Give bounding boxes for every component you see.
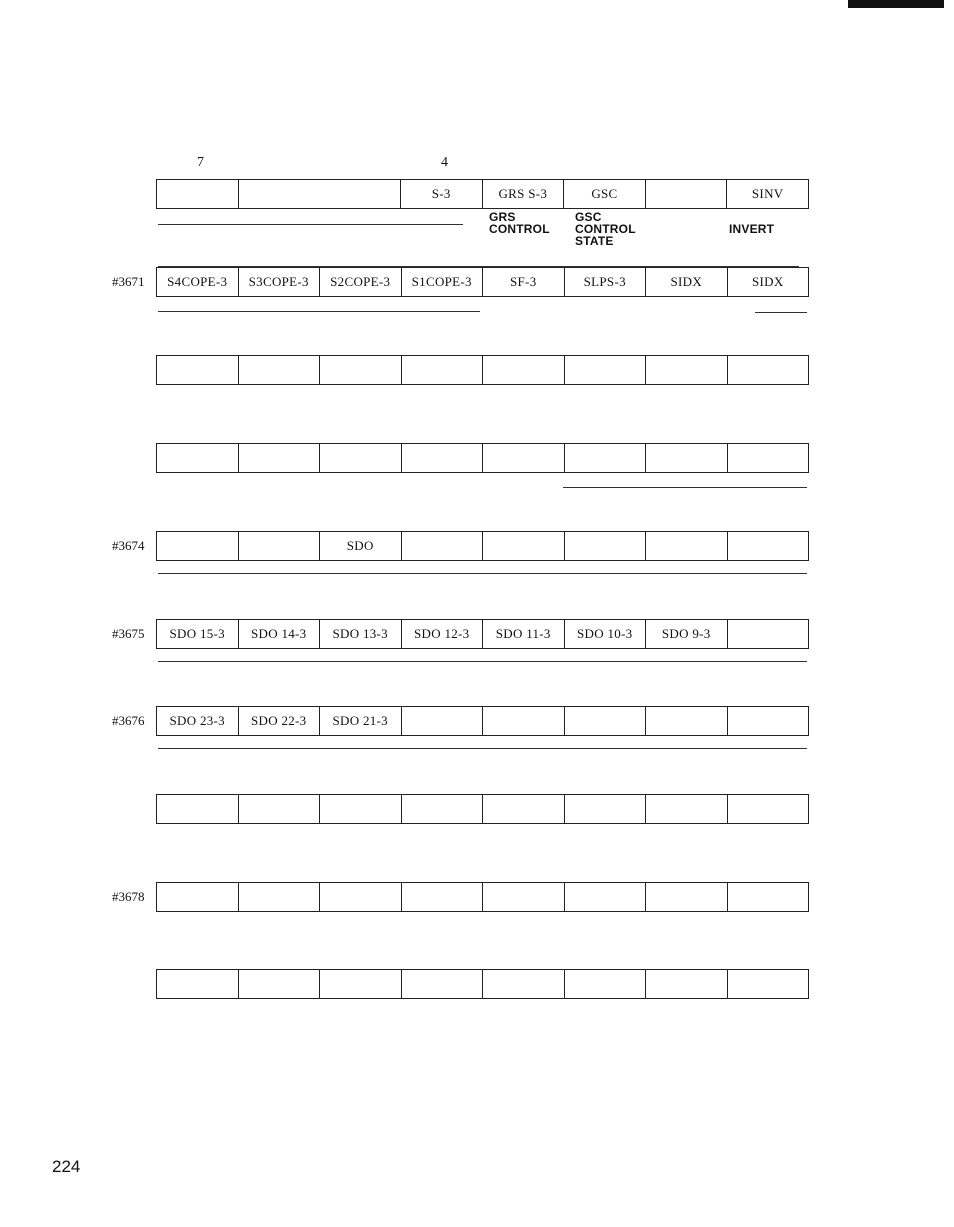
bit-cell	[320, 356, 402, 384]
bit-cell	[239, 356, 321, 384]
bit-cell	[402, 356, 484, 384]
bit-cell: GSC	[564, 180, 646, 208]
bit-cell: SLPS-3	[565, 268, 647, 296]
bit-cell	[157, 532, 239, 560]
bit-cell	[483, 444, 565, 472]
bit-cell	[565, 883, 647, 911]
bit-cell	[728, 532, 809, 560]
bit-cell: SDO 11-3	[483, 620, 565, 648]
bit-cell	[565, 356, 647, 384]
bit-cell	[646, 180, 728, 208]
bit-cell: SDO 10-3	[565, 620, 647, 648]
bit-cell: SDO 22-3	[239, 707, 321, 735]
underline-rule	[563, 487, 807, 488]
register-row-3678	[156, 882, 809, 912]
bit-cell: SIDX	[646, 268, 728, 296]
register-row-3676	[156, 706, 809, 736]
caption-gsc-control: CONTROL	[575, 222, 636, 236]
bit-cell: S3COPE-3	[239, 268, 321, 296]
underline-rule	[158, 748, 807, 749]
bit-cell	[728, 795, 809, 823]
bit-cell	[646, 532, 728, 560]
bit-cell: SDO 14-3	[239, 620, 321, 648]
bit-cell	[239, 532, 321, 560]
underline-rule	[158, 573, 807, 574]
bit-cell: SDO 13-3	[320, 620, 402, 648]
bit-number-7: 7	[197, 155, 204, 170]
bit-cell	[565, 795, 647, 823]
register-row-9	[156, 969, 809, 999]
bit-cell: GRS S-3	[483, 180, 565, 208]
caption-gsc-state: STATE	[575, 234, 614, 248]
bit-cell	[402, 795, 484, 823]
bit-cell	[483, 356, 565, 384]
bit-cell	[483, 532, 565, 560]
bit-cell	[320, 883, 402, 911]
bit-cell: SDO 15-3	[157, 620, 239, 648]
bit-cell: S2COPE-3	[320, 268, 402, 296]
bit-cell: SDO 12-3	[402, 620, 484, 648]
bit-cell: SDO	[320, 532, 402, 560]
corner-printer-mark	[848, 0, 944, 8]
bit-cell	[565, 444, 647, 472]
register-row-3671	[156, 267, 809, 297]
bit-cell	[157, 444, 239, 472]
bit-cell: S4COPE-3	[157, 268, 239, 296]
bit-cell	[239, 180, 401, 208]
bit-cell	[483, 707, 565, 735]
bit-cell: SINV	[751, 186, 784, 201]
bit-cell	[728, 356, 809, 384]
bit-cell	[483, 795, 565, 823]
bit-cell	[157, 795, 239, 823]
bit-cell	[402, 707, 484, 735]
register-label: #3671	[112, 274, 145, 289]
register-label: #3675	[112, 626, 145, 641]
bit-cell: SDO 23-3	[157, 707, 239, 735]
bit-cell: SIDX	[751, 274, 784, 289]
register-label: #3678	[112, 889, 145, 904]
bit-cell	[320, 444, 402, 472]
bit-cell: S-3	[401, 180, 483, 208]
bit-cell	[320, 970, 402, 998]
caption-gsc: GSC	[575, 210, 602, 224]
bit-cell	[157, 883, 239, 911]
bit-cell	[402, 970, 484, 998]
register-row-0	[156, 179, 809, 209]
register-label: #3674	[112, 538, 145, 553]
bit-cell: S1COPE-3	[402, 268, 484, 296]
bit-cell	[239, 970, 321, 998]
bit-number-4: 4	[441, 155, 448, 170]
page-number: 224	[52, 1157, 81, 1176]
bit-cell	[483, 883, 565, 911]
bit-cell	[239, 795, 321, 823]
bit-cell: SDO 21-3	[320, 707, 402, 735]
register-row-3674	[156, 531, 809, 561]
caption-grs: GRS	[489, 210, 516, 224]
bit-cell	[728, 707, 809, 735]
bit-cell	[239, 444, 321, 472]
underline-rule	[158, 311, 480, 312]
bit-cell: SDO 9-3	[646, 620, 728, 648]
bit-cell	[646, 707, 728, 735]
bit-cell	[483, 970, 565, 998]
bit-cell	[646, 795, 728, 823]
bit-cell	[157, 180, 239, 208]
underline-rule	[158, 661, 807, 662]
bit-cell	[402, 883, 484, 911]
bit-cell: SF-3	[483, 268, 565, 296]
bit-cell	[239, 883, 321, 911]
bit-cell	[565, 532, 647, 560]
bit-cell	[646, 444, 728, 472]
register-label: #3676	[112, 713, 145, 728]
bit-cell	[402, 532, 484, 560]
bit-cell	[728, 970, 809, 998]
bit-cell	[646, 356, 728, 384]
bit-cell	[728, 620, 809, 648]
caption-invert: INVERT	[729, 222, 775, 236]
register-row-2	[156, 355, 809, 385]
register-row-3675	[156, 619, 809, 649]
bit-cell	[320, 795, 402, 823]
bit-cell	[157, 356, 239, 384]
bit-cell	[565, 970, 647, 998]
bit-cell	[402, 444, 484, 472]
bit-cell	[646, 970, 728, 998]
caption-grs-control: CONTROL	[489, 222, 550, 236]
underline-rule	[158, 224, 463, 225]
underline-rule	[755, 312, 807, 313]
bit-cell	[157, 970, 239, 998]
bit-cell	[728, 444, 809, 472]
bit-cell	[728, 883, 809, 911]
register-row-3	[156, 443, 809, 473]
register-row-7	[156, 794, 809, 824]
bit-cell	[565, 707, 647, 735]
bit-cell	[646, 883, 728, 911]
